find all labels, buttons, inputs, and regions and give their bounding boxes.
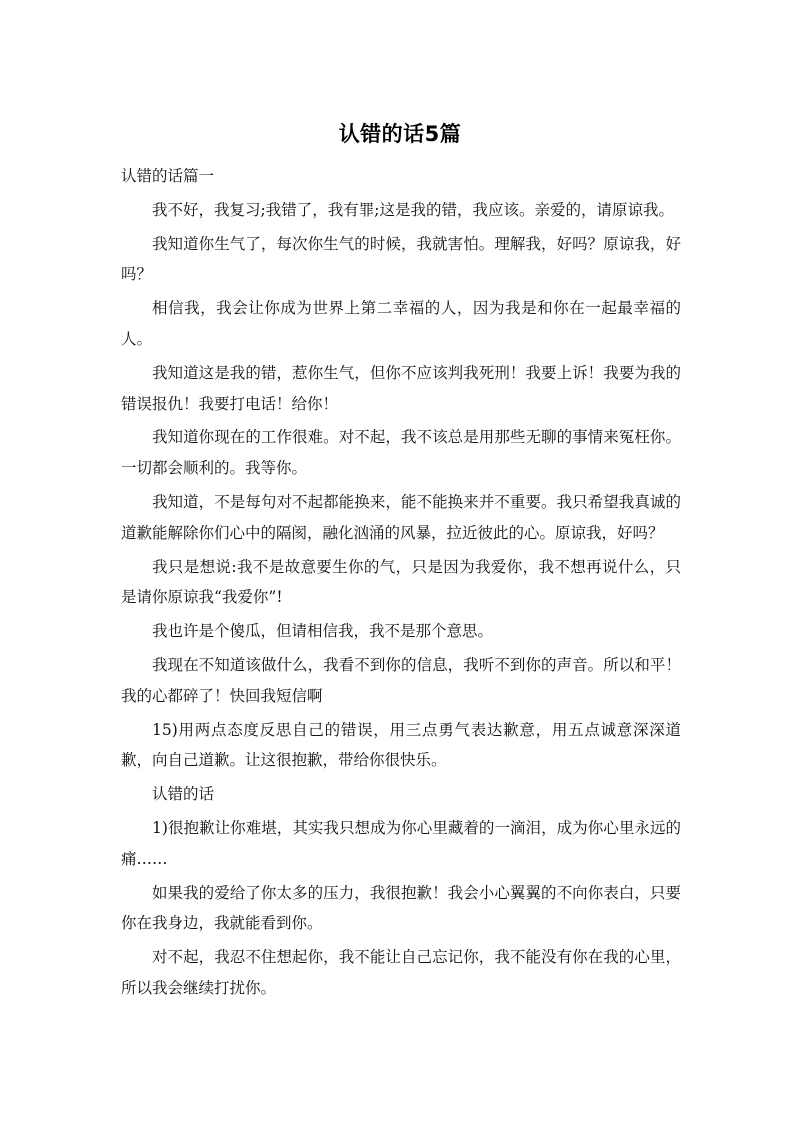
paragraph: 我知道你生气了，每次你生气的时候，我就害怕。理解我，好吗？原谅我，好吗？ — [121, 234, 681, 284]
paragraph: 我也许是个傻瓜，但请相信我，我不是那个意思。 — [152, 622, 494, 641]
section-heading: 认错的话篇一 — [121, 167, 215, 185]
paragraph: 我现在不知道该做什么，我看不到你的信息，我听不到你的声音。所以和平！我的心都碎了！快回我短信啊 — [121, 655, 681, 705]
page-title: 认错的话5篇 — [338, 122, 462, 146]
paragraph: 相信我，我会让你成为世界上第二幸福的人，因为我是和你在一起最幸福的人。 — [121, 299, 681, 348]
paragraph: 我知道你现在的工作很难。对不起，我不该总是用那些无聊的事情来冤枉你。一切都会顺利的。我等你。 — [121, 428, 681, 478]
subheading: 认错的话 — [152, 785, 215, 804]
paragraph: 我不好，我复习;我错了，我有罪;这是我的错，我应该。亲爱的，请原谅我。 — [152, 200, 674, 219]
paragraph: 我知道，不是每句对不起都能换来，能不能换来并不重要。我只希望我真诚的道歉能解除你们心中的隔阂，融化汹涌的风暴，拉近彼此的心。原谅我，好吗？ — [121, 492, 681, 542]
paragraph: 我知道这是我的错，惹你生气，但你不应该判我死刑！我要上诉！我要为我的错误报仇！我要打电话！给你！ — [121, 363, 681, 413]
paragraph: 15)用两点态度反思自己的错误，用三点勇气表达歉意，用五点诚意深深道歉，向自己道歉。让这很抱歉，带给你很快乐。 — [121, 720, 681, 770]
paragraph: 对不起，我忍不住想起你，我不能让自己忘记你，我不能没有你在我的心里，所以我会继续打扰你。 — [121, 948, 681, 997]
paragraph: 1)很抱歉让你难堪，其实我只想成为你心里藏着的一滴泪，成为你心里永远的痛…… — [121, 818, 681, 868]
paragraph: 如果我的爱给了你太多的压力，我很抱歉！我会小心翼翼的不向你表白，只要你在我身边，我就能看到你。 — [121, 883, 681, 933]
paragraph: 我只是想说:我不是故意要生你的气，只是因为我爱你，我不想再说什么，只是请你原谅我“我爱你”! — [121, 557, 681, 607]
document-body — [121, 161, 681, 1007]
